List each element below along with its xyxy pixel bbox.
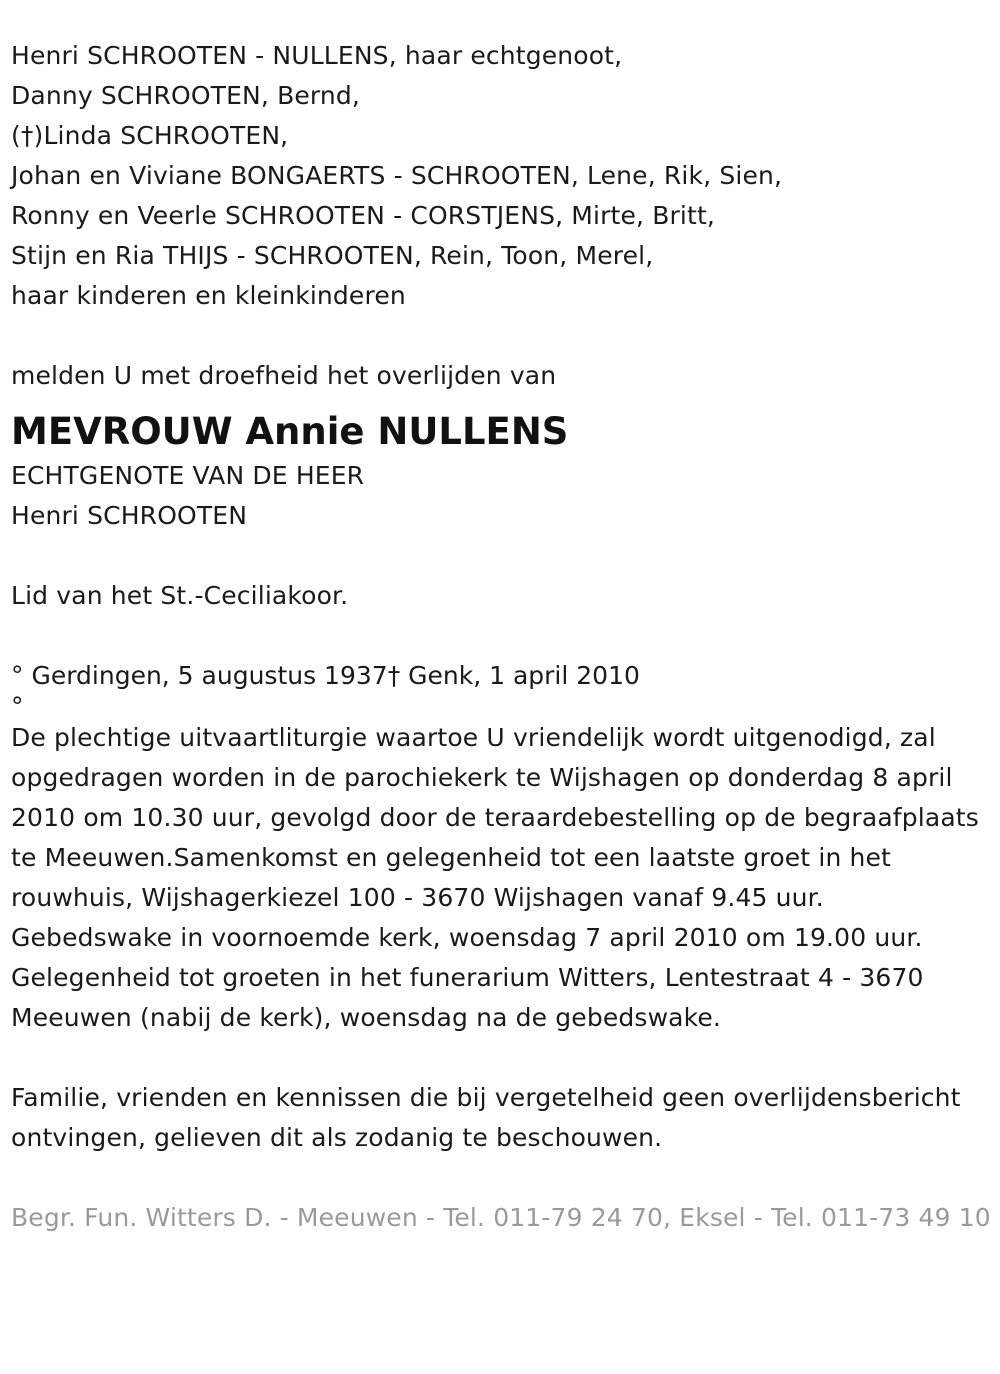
vigil-text: Gebedswake in voornoemde kerk, woensdag 7 april 2010 om 19.00 uur. [11, 923, 923, 952]
spacer [11, 316, 991, 356]
life-dates [11, 656, 991, 696]
spacer [11, 1038, 991, 1078]
family-list [11, 36, 991, 316]
spacer [11, 536, 991, 576]
death-date: † Genk, 1 april 2010 [387, 661, 640, 690]
funeral-home-footer: Begr. Fun. Witters D. - Meeuwen - Tel. 011-79 24 70, Eksel - Tel. 011-73 49 10 [11, 1203, 991, 1232]
family-line: haar kinderen en kleinkinderen [11, 281, 406, 310]
degree-mark: ° [11, 692, 24, 721]
deceased-spouse: Henri SCHROOTEN [11, 501, 248, 530]
viewing-text: Gelegenheid tot groeten in het funerarium Witters, Lentestraat 4 - 3670 Meeuwen (nabij de kerk), woensdag na de gebedswake. [11, 963, 924, 1032]
deceased-relation: ECHTGENOTE VAN DE HEER [11, 461, 365, 490]
family-line: (†)Linda SCHROOTEN, [11, 121, 289, 150]
spacer [11, 616, 991, 656]
closing-text: Familie, vrienden en kennissen die bij vergetelheid geen overlijdensbericht ontvingen, gelieven dit als zodanig te beschouwen. [11, 1083, 961, 1152]
family-line: Ronny en Veerle SCHROOTEN - CORSTJENS, Mirte, Britt, [11, 201, 716, 230]
family-line: Henri SCHROOTEN - NULLENS, haar echtgenoot, [11, 41, 623, 70]
birth-date: ° Gerdingen, 5 augustus 1937 [11, 661, 388, 690]
family-line: Danny SCHROOTEN, Bernd, [11, 81, 360, 110]
membership-text: Lid van het St.-Ceciliakoor. [11, 581, 349, 610]
spacer [11, 1158, 991, 1198]
funeral-liturgy-text: De plechtige uitvaartliturgie waartoe U vriendelijk wordt uitgenodigd, zal opgedragen worden in de parochiekerk te Wijshagen op donderdag 8 april 2010 om 10.30 uur, gevolgd door de teraardebestelling op de begraafplaats te Meeuwen.Samenkomst en gelegenheid tot een laatste groet in het rouwhuis, Wijshagerkiezel 100 - 3670 Wijshagen vanaf 9.45 uur. [11, 723, 979, 912]
family-line: Stijn en Ria THIJS - SCHROOTEN, Rein, Toon, Merel, [11, 241, 654, 270]
deceased-name: MEVROUW Annie NULLENS [11, 410, 569, 453]
obituary-document [11, 36, 991, 1238]
announcement-text: melden U met droefheid het overlijden van [11, 361, 557, 390]
family-line: Johan en Viviane BONGAERTS - SCHROOTEN, Lene, Rik, Sien, [11, 161, 783, 190]
